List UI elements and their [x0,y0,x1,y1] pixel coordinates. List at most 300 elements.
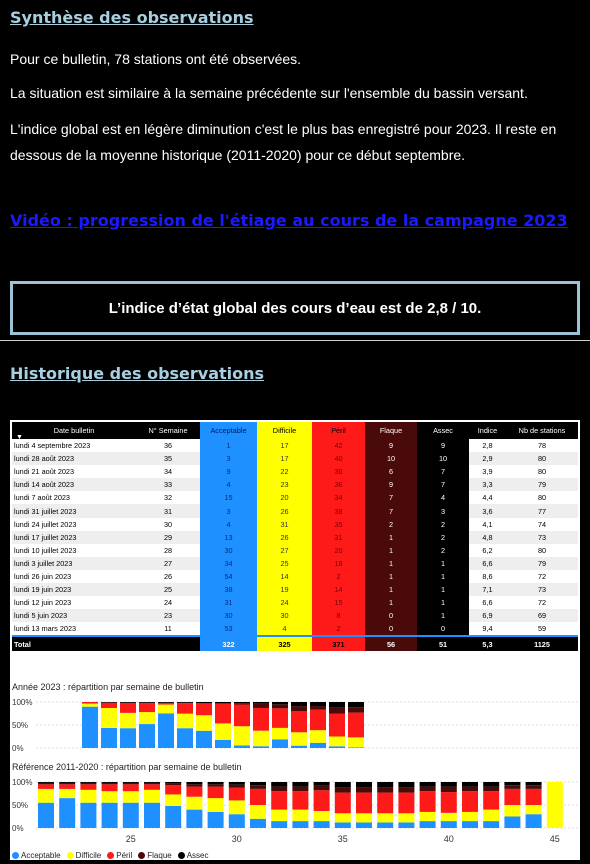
bar-segment-difficile[interactable] [272,728,288,740]
bar-segment-acceptable[interactable] [82,707,98,748]
bar-segment-acceptable[interactable] [335,822,351,828]
cell-stations: 80 [537,493,547,503]
total-cell-peril: 371 [312,636,365,651]
bar-segment-flaque[interactable] [144,783,160,784]
cell-peril: 34 [312,491,365,504]
col-header-difficile[interactable]: Difficile [257,422,312,439]
bar-segment-assec[interactable] [177,702,193,703]
bar-segment-difficile[interactable] [215,723,231,739]
cell-acceptable: 13 [200,531,257,544]
cell-date: lundi 3 juillet 2023 [12,557,136,570]
bar-segment-flaque[interactable] [186,784,202,786]
bar-segment-difficile[interactable] [329,737,345,747]
bar-segment-assec[interactable] [420,782,436,787]
bar-segment-assec[interactable] [398,782,414,787]
bar-segment-peril[interactable] [196,704,212,716]
bar-segment-assec[interactable] [329,702,345,708]
cell-assec: 3 [417,504,469,517]
bar-segment-peril[interactable] [82,702,98,704]
bar-segment-assec[interactable] [291,702,307,706]
legend-dot-peril [107,852,114,859]
bar-segment-assec[interactable] [158,702,174,703]
bar-segment-peril[interactable] [59,784,75,789]
bar-segment-peril[interactable] [208,787,224,799]
table-row[interactable] [12,531,578,544]
bar-segment-peril[interactable] [250,789,266,805]
cell-acceptable: 30 [200,609,257,622]
bar-segment-acceptable[interactable] [59,798,75,828]
bar-segment-flaque[interactable] [292,787,308,792]
bar-segment-flaque[interactable] [348,707,364,712]
bar-segment-peril[interactable] [234,704,250,726]
y-tick-label: 50% [12,801,29,810]
bar-segment-acceptable[interactable] [526,814,542,828]
bar-segment-assec[interactable] [120,702,136,703]
bar-segment-difficile[interactable] [441,813,457,821]
bar-segment-flaque[interactable] [377,787,393,793]
bar-segment-acceptable[interactable] [80,803,96,828]
bar-segment-assec[interactable] [59,782,75,783]
cell-peril: 15 [312,596,365,609]
bar-segment-flaque[interactable] [139,703,155,704]
cell-stations: 73 [506,531,578,544]
bar-segment-peril[interactable] [253,708,269,731]
table-row[interactable] [12,504,578,517]
table-row[interactable] [12,622,578,636]
bar-segment-difficile[interactable] [335,813,351,822]
bar-segment-assec[interactable] [234,702,250,703]
bar-segment-difficile[interactable] [377,813,393,822]
bar-segment-acceptable[interactable] [158,714,174,749]
cell-week: 28 [163,545,173,555]
bar-segment-acceptable[interactable] [123,803,139,828]
chart-2023-title: Année 2023 : répartition par semaine de bulletin [12,682,204,692]
history-title: Historique des observations [10,364,265,383]
bar-segment-acceptable[interactable] [356,822,372,828]
bar-segment-acceptable[interactable] [271,821,287,828]
bar-segment-difficile[interactable] [292,810,308,822]
bar-segment-peril[interactable] [215,704,231,724]
bar-segment-assec[interactable] [253,702,269,704]
bar-segment-assec[interactable] [348,702,364,707]
bar-segment-assec[interactable] [335,782,351,787]
cell-peril: 36 [312,478,365,491]
cell-indice: 2,8 [482,441,493,451]
video-link[interactable]: Vidéo : progression de l'étiage au cours de la campagne 2023 [10,211,568,230]
cell-acceptable: 53 [200,622,257,636]
bar-segment-acceptable[interactable] [165,806,181,828]
cell-indice: 3,3 [469,478,506,491]
bar-segment-acceptable[interactable] [398,822,414,828]
bar-segment-peril[interactable] [139,703,155,712]
bar-segment-peril[interactable] [526,789,542,805]
cell-date: lundi 19 juin 2023 [12,583,136,596]
bar-segment-assec[interactable] [356,782,372,787]
bar-segment-acceptable[interactable] [377,822,393,828]
bar-segment-peril[interactable] [314,790,330,811]
bar-segment-acceptable[interactable] [462,821,478,828]
bar-segment-acceptable[interactable] [196,731,212,748]
bar-segment-difficile[interactable] [139,712,155,724]
bar-segment-peril[interactable] [158,703,174,704]
bar-segment-peril[interactable] [483,791,499,809]
legend-dot-assec [178,852,185,859]
bar-segment-assec[interactable] [196,702,212,703]
bar-segment-flaque[interactable] [80,783,96,784]
cell-assec: 2 [417,518,469,531]
bar-segment-acceptable[interactable] [101,728,117,748]
cell-flaque: 10 [365,452,417,465]
table-row[interactable] [12,518,578,531]
bar-segment-peril[interactable] [398,793,414,814]
bar-segment-acceptable[interactable] [272,739,288,748]
bar-segment-acceptable[interactable] [483,821,499,828]
bar-segment-peril[interactable] [144,784,160,790]
cell-acceptable: 4 [200,478,257,491]
bar-segment-difficile[interactable] [483,810,499,822]
bar-segment-flaque[interactable] [234,703,250,704]
bar-segment-flaque[interactable] [420,787,436,792]
bar-segment-assec[interactable] [215,702,231,703]
bar-segment-acceptable[interactable] [215,740,231,748]
bar-segment-difficile[interactable] [165,794,181,806]
bar-segment-assec[interactable] [272,702,288,704]
bar-segment-difficile[interactable] [59,789,75,798]
cell-week: 25 [136,583,200,596]
bar-segment-peril[interactable] [101,703,117,708]
bar-segment-acceptable[interactable] [102,803,118,828]
cell-difficile: 20 [257,491,312,504]
bar-segment-assec[interactable] [483,782,499,787]
table-row[interactable] [12,452,578,465]
legend-item-peril: Péril [107,851,132,860]
bar-segment-peril[interactable] [186,787,202,797]
cell-flaque: 0 [365,622,417,636]
bar-segment-difficile[interactable] [271,810,287,822]
bar-segment-flaque[interactable] [253,704,269,708]
cell-indice: 6,6 [482,598,493,608]
bar-segment-difficile[interactable] [356,813,372,822]
bar-segment-difficile[interactable] [314,811,330,821]
cell-difficile: 31 [257,518,312,531]
bar-segment-peril[interactable] [271,791,287,809]
bar-segment-assec[interactable] [271,782,287,787]
bar-segment-acceptable[interactable] [208,812,224,828]
bar-segment-assec[interactable] [314,782,330,786]
bar-segment-difficile[interactable] [144,790,160,803]
cell-flaque: 7 [365,491,417,504]
cell-acceptable: 38 [200,583,257,596]
legend-dot-difficile [67,852,74,859]
bar-segment-peril[interactable] [38,784,54,789]
bar-segment-flaque[interactable] [177,703,193,704]
bar-segment-acceptable[interactable] [291,746,307,748]
bar-segment-difficile[interactable] [229,800,245,814]
bar-segment-peril[interactable] [310,709,326,730]
cell-date: lundi 31 juillet 2023 [12,504,136,517]
bar-segment-difficile[interactable] [196,715,212,731]
y-tick-label: 100% [12,698,33,707]
bar-segment-flaque[interactable] [229,785,245,788]
bar-segment-acceptable[interactable] [310,743,326,748]
bar-segment-peril[interactable] [292,791,308,809]
bar-segment-assec[interactable] [208,782,224,784]
summary-paragraph-3: L'indice global est en légère diminution c'est le plus bas enregistré pour 2023. Il reste en dessous de la moyenne historique (2011-2020) pour ce début septembre. [10,121,557,163]
bar-segment-acceptable[interactable] [229,814,245,828]
cell-acceptable: 31 [200,596,257,609]
bar-segment-assec[interactable] [165,782,181,783]
table-row[interactable] [12,491,578,504]
observations-report-panel [10,420,580,860]
bar-segment-flaque[interactable] [215,703,231,704]
legend-item-acceptable: Acceptable [12,851,61,860]
cell-week: 24 [163,598,173,608]
cell-acceptable: 1 [200,439,257,452]
bar-segment-difficile[interactable] [420,812,436,821]
cell-difficile: 19 [257,583,312,596]
bar-segment-difficile[interactable] [120,713,136,728]
bar-segment-acceptable[interactable] [177,728,193,748]
chart-reference [10,774,580,848]
cell-stations: 80 [506,452,578,465]
cell-acceptable: 30 [200,544,257,557]
bar-segment-acceptable[interactable] [144,803,160,828]
cell-stations: 72 [537,571,547,581]
bar-segment-acceptable[interactable] [139,724,155,748]
cell-difficile: 26 [257,531,312,544]
table-row[interactable] [12,544,578,557]
bar-segment-difficile[interactable] [158,705,174,714]
bar-segment-difficile[interactable] [462,812,478,821]
bar-segment-flaque[interactable] [38,783,54,784]
bar-segment-peril[interactable] [420,791,436,812]
bar-segment-flaque[interactable] [462,787,478,792]
bar-segment-flaque[interactable] [158,703,174,704]
bar-segment-difficile[interactable] [234,726,250,745]
bar-segment-assec[interactable] [441,782,457,787]
table-row[interactable] [12,478,578,491]
bar-segment-flaque[interactable] [123,783,139,784]
bar-segment-assec[interactable] [377,782,393,787]
cell-flaque: 1 [365,570,417,583]
bar-segment-acceptable[interactable] [234,746,250,748]
bar-segment-peril[interactable] [272,708,288,728]
cell-week: 34 [163,467,173,477]
bar-segment-acceptable[interactable] [38,803,54,828]
bar-segment-acceptable[interactable] [186,810,202,828]
bar-segment-acceptable[interactable] [348,747,364,748]
col-header-week[interactable]: N° Semaine [136,422,200,439]
bar-segment-flaque[interactable] [102,783,118,784]
table-row[interactable] [12,570,578,583]
cell-flaque: 9 [365,439,417,452]
bar-segment-peril[interactable] [348,713,364,738]
bar-segment-acceptable[interactable] [253,746,269,748]
bar-segment-flaque[interactable] [120,703,136,704]
cell-flaque: 1 [365,531,417,544]
bar-segment-assec[interactable] [144,782,160,783]
bar-segment-difficile[interactable] [208,798,224,812]
cell-difficile: 22 [257,465,312,478]
bar-segment-peril[interactable] [177,703,193,713]
bar-segment-peril[interactable] [102,784,118,791]
table-row[interactable] [12,439,578,452]
cell-difficile: 25 [257,557,312,570]
bar-segment-assec[interactable] [462,782,478,787]
bar-segment-assec[interactable] [101,702,117,703]
y-tick-label: 100% [12,778,33,787]
table-row[interactable] [12,583,578,596]
col-header-date[interactable]: Date bulletin ▼ [12,422,136,439]
bar-segment-difficile[interactable] [186,797,202,810]
cell-week: 33 [136,478,200,491]
cell-stations: 73 [506,583,578,596]
bar-segment-flaque[interactable] [526,785,542,789]
bar-segment-difficile[interactable] [526,805,542,814]
bar-segment-flaque[interactable] [271,787,287,792]
bar-segment-flaque[interactable] [329,708,345,714]
bar-segment-peril[interactable] [504,789,520,805]
cell-date: lundi 14 août 2023 [12,478,136,491]
total-cell-flaque: 56 [365,636,417,651]
bar-segment-peril[interactable] [123,784,139,791]
cell-stations: 80 [537,545,547,555]
bar-segment-flaque[interactable] [398,787,414,793]
chart-ref-title: Référence 2011-2020 : répartition par semaine de bulletin [12,762,242,772]
bar-segment-assec[interactable] [139,702,155,703]
cell-flaque: 9 [365,478,417,491]
bar-segment-flaque[interactable] [59,783,75,784]
bar-segment-assec[interactable] [292,782,308,787]
bar-segment-assec[interactable] [80,782,96,783]
legend-item-flaque: Flaque [138,851,171,860]
bar-segment-assec[interactable] [186,782,202,784]
cell-peril: 2 [312,570,365,583]
bar-segment-difficile[interactable] [547,782,563,828]
bar-segment-assec[interactable] [102,782,118,783]
col-header-assec[interactable]: Assec [417,422,469,439]
bar-segment-acceptable[interactable] [292,821,308,828]
table-row[interactable] [12,465,578,478]
bar-segment-difficile[interactable] [38,789,54,803]
x-tick-label: 45 [549,834,560,844]
bar-segment-peril[interactable] [80,784,96,790]
bar-segment-flaque[interactable] [335,787,351,793]
bar-segment-acceptable[interactable] [314,821,330,828]
bar-segment-peril[interactable] [165,785,181,794]
bar-segment-acceptable[interactable] [420,821,436,828]
bar-segment-difficile[interactable] [310,730,326,743]
bar-segment-peril[interactable] [377,793,393,814]
bar-segment-assec[interactable] [123,782,139,783]
bar-segment-difficile[interactable] [82,704,98,707]
bar-segment-acceptable[interactable] [441,821,457,828]
bar-segment-flaque[interactable] [310,706,326,709]
bar-segment-difficile[interactable] [253,731,269,747]
cell-indice: 3,6 [469,504,506,517]
bar-segment-flaque[interactable] [165,783,181,785]
bar-segment-peril[interactable] [356,793,372,814]
bar-segment-acceptable[interactable] [250,819,266,828]
bar-segment-acceptable[interactable] [120,728,136,748]
bar-segment-flaque[interactable] [483,787,499,792]
bar-segment-flaque[interactable] [291,706,307,711]
col-header-acceptable[interactable]: Acceptable [200,422,257,439]
bar-segment-peril[interactable] [291,711,307,732]
total-cell-stations: 1125 [506,636,578,651]
cell-peril: 38 [312,504,365,517]
cell-peril: 40 [312,452,365,465]
bar-segment-peril[interactable] [441,792,457,813]
bar-segment-peril[interactable] [335,793,351,814]
bar-segment-difficile[interactable] [101,708,117,728]
bar-segment-difficile[interactable] [80,790,96,803]
bar-segment-assec[interactable] [526,782,542,785]
bar-segment-peril[interactable] [329,714,345,737]
bar-segment-difficile[interactable] [398,813,414,822]
cell-difficile: 17 [257,452,312,465]
bar-segment-assec[interactable] [229,782,245,785]
col-header-peril[interactable]: Péril [312,422,365,439]
table-row[interactable] [12,609,578,622]
bar-segment-acceptable[interactable] [329,746,345,748]
bar-segment-flaque[interactable] [208,784,224,786]
bar-segment-difficile[interactable] [123,791,139,803]
bar-segment-peril[interactable] [462,791,478,812]
cell-difficile: 27 [257,544,312,557]
cell-stations: 78 [537,441,547,451]
bar-segment-assec[interactable] [250,782,266,785]
sort-desc-icon[interactable]: ▼ [16,434,23,441]
bar-segment-difficile[interactable] [504,805,520,817]
cell-date: lundi 28 août 2023 [12,452,136,465]
cell-indice: 7,1 [469,583,506,596]
bar-segment-difficile[interactable] [250,805,266,819]
col-header-indice[interactable]: Indice [469,422,506,439]
table-row[interactable] [12,557,578,570]
legend-dot-acceptable [12,852,19,859]
cell-peril: 36 [312,465,365,478]
bar-segment-difficile[interactable] [348,737,364,747]
col-header-flaque[interactable]: Flaque [365,422,417,439]
bar-segment-flaque[interactable] [504,785,520,789]
cell-stations: 74 [537,519,547,529]
bar-segment-difficile[interactable] [291,732,307,745]
bar-segment-assec[interactable] [38,782,54,783]
cell-difficile: 23 [257,478,312,491]
bar-segment-flaque[interactable] [196,703,212,704]
bar-segment-peril[interactable] [120,703,136,713]
global-index-callout [10,281,580,335]
bar-segment-flaque[interactable] [356,787,372,793]
bar-segment-difficile[interactable] [102,791,118,803]
cell-date: lundi 24 juillet 2023 [14,519,77,529]
bar-segment-difficile[interactable] [177,714,193,729]
bar-segment-peril[interactable] [229,788,245,801]
bar-segment-assec[interactable] [504,782,520,785]
bar-segment-acceptable[interactable] [504,817,520,829]
bar-segment-flaque[interactable] [272,704,288,708]
cell-stations: 80 [537,467,547,477]
bar-segment-flaque[interactable] [250,785,266,789]
table-row[interactable] [12,596,578,609]
bar-segment-flaque[interactable] [314,786,330,791]
bar-segment-flaque[interactable] [441,787,457,793]
cell-date: lundi 21 août 2023 [14,467,75,477]
col-header-stations[interactable]: Nb de stations [506,422,578,439]
cell-indice: 4,8 [469,531,506,544]
bar-segment-assec[interactable] [310,702,326,706]
